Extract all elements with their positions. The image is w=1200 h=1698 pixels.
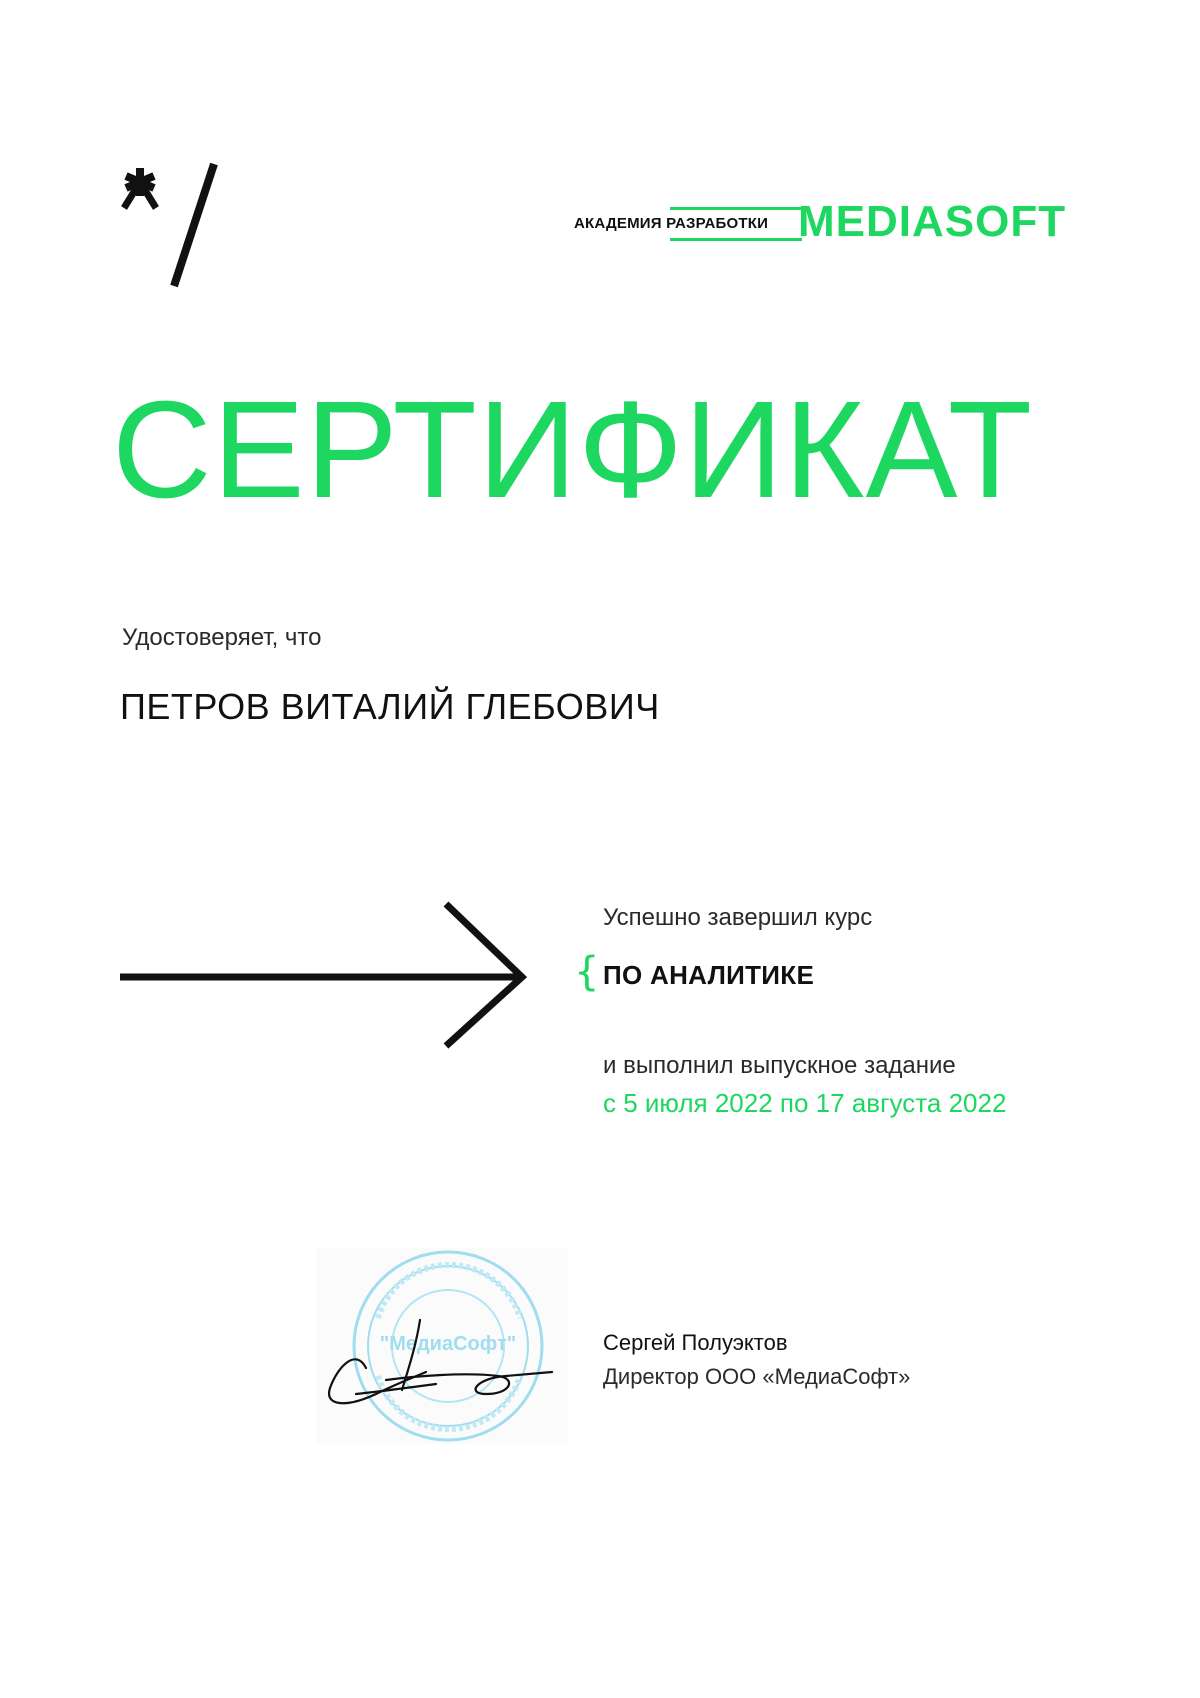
- brace-icon: {: [574, 949, 600, 995]
- course-intro: Успешно завершил курс: [603, 904, 873, 931]
- company-stamp: [316, 1248, 568, 1444]
- arrow-right-icon: [120, 900, 540, 1050]
- academy-logo: [574, 198, 1074, 248]
- signer-name: Сергей Полуэктов: [603, 1330, 788, 1355]
- asterisk-slash-icon: [118, 160, 228, 290]
- certificate-title: СЕРТИФИКАТ: [112, 373, 1034, 527]
- logo-top-line: [670, 207, 802, 210]
- stamp-label: "МедиаСофт": [379, 1333, 517, 1355]
- course-name: ПО АНАЛИТИКЕ: [603, 960, 815, 990]
- logo-brand: MEDIASOFT: [798, 197, 1067, 246]
- logo-bottom-line: [670, 238, 802, 241]
- task-text: и выполнил выпускное задание: [603, 1052, 956, 1079]
- course-dates: с 5 июля 2022 по 17 августа 2022: [603, 1088, 1007, 1118]
- recipient-name: ПЕТРОВ ВИТАЛИЙ ГЛЕБОВИЧ: [120, 686, 660, 727]
- certifies-text: Удостоверяет, что: [122, 624, 322, 651]
- signer-title: Директор ООО «МедиаСофт»: [603, 1364, 911, 1389]
- logo-prefix: АКАДЕМИЯ РАЗРАБОТКИ: [574, 215, 769, 232]
